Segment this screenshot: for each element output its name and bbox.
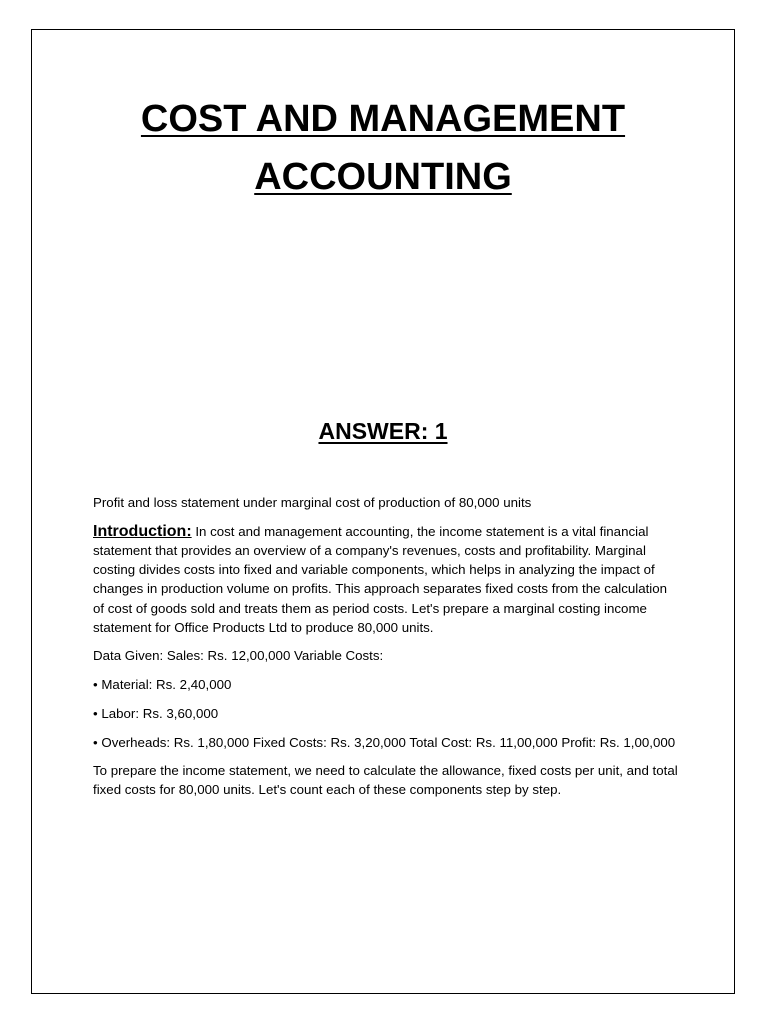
introduction-paragraph	[93, 522, 678, 637]
title-line-2: ACCOUNTING	[254, 156, 512, 198]
introduction-text: In cost and management accounting, the income statement is a vital financial statement that provides an overview of a company's revenues, costs and profitability. Marginal costing divides costs into fixed and variable components, which helps in analyzing the impact of changes in production volume on profits. This approach separates fixed costs from the calculation of cost of goods sold and treats them as period costs. Let's prepare a marginal costing income statement for Office Products Ltd to produce 80,000 units.	[93, 523, 668, 635]
data-given: Data Given: Sales: Rs. 12,00,000 Variable Costs:	[93, 648, 384, 664]
bullet-labor: • Labor: Rs. 3,60,000	[93, 705, 219, 721]
bullet-overheads: • Overheads: Rs. 1,80,000 Fixed Costs: Rs. 3,20,000 Total Cost: Rs. 11,00,000 Profit: Rs. 1,00,000	[93, 734, 676, 750]
body-text	[93, 493, 678, 809]
title-line-1: COST AND MANAGEMENT	[140, 98, 626, 140]
bullet-material: • Material: Rs. 2,40,000	[93, 677, 232, 693]
subtitle: Profit and loss statement under marginal cost of production of 80,000 units	[93, 495, 532, 510]
answer-heading	[60, 415, 706, 447]
document-title	[60, 90, 706, 206]
answer-heading-text: ANSWER: 1	[318, 418, 448, 444]
introduction-label: Introduction:	[93, 522, 192, 540]
closing-paragraph: To prepare the income statement, we need to calculate the allowance, fixed costs per unit, and total fixed costs for 80,000 units. Let's count each of these components step by step.	[93, 763, 678, 798]
